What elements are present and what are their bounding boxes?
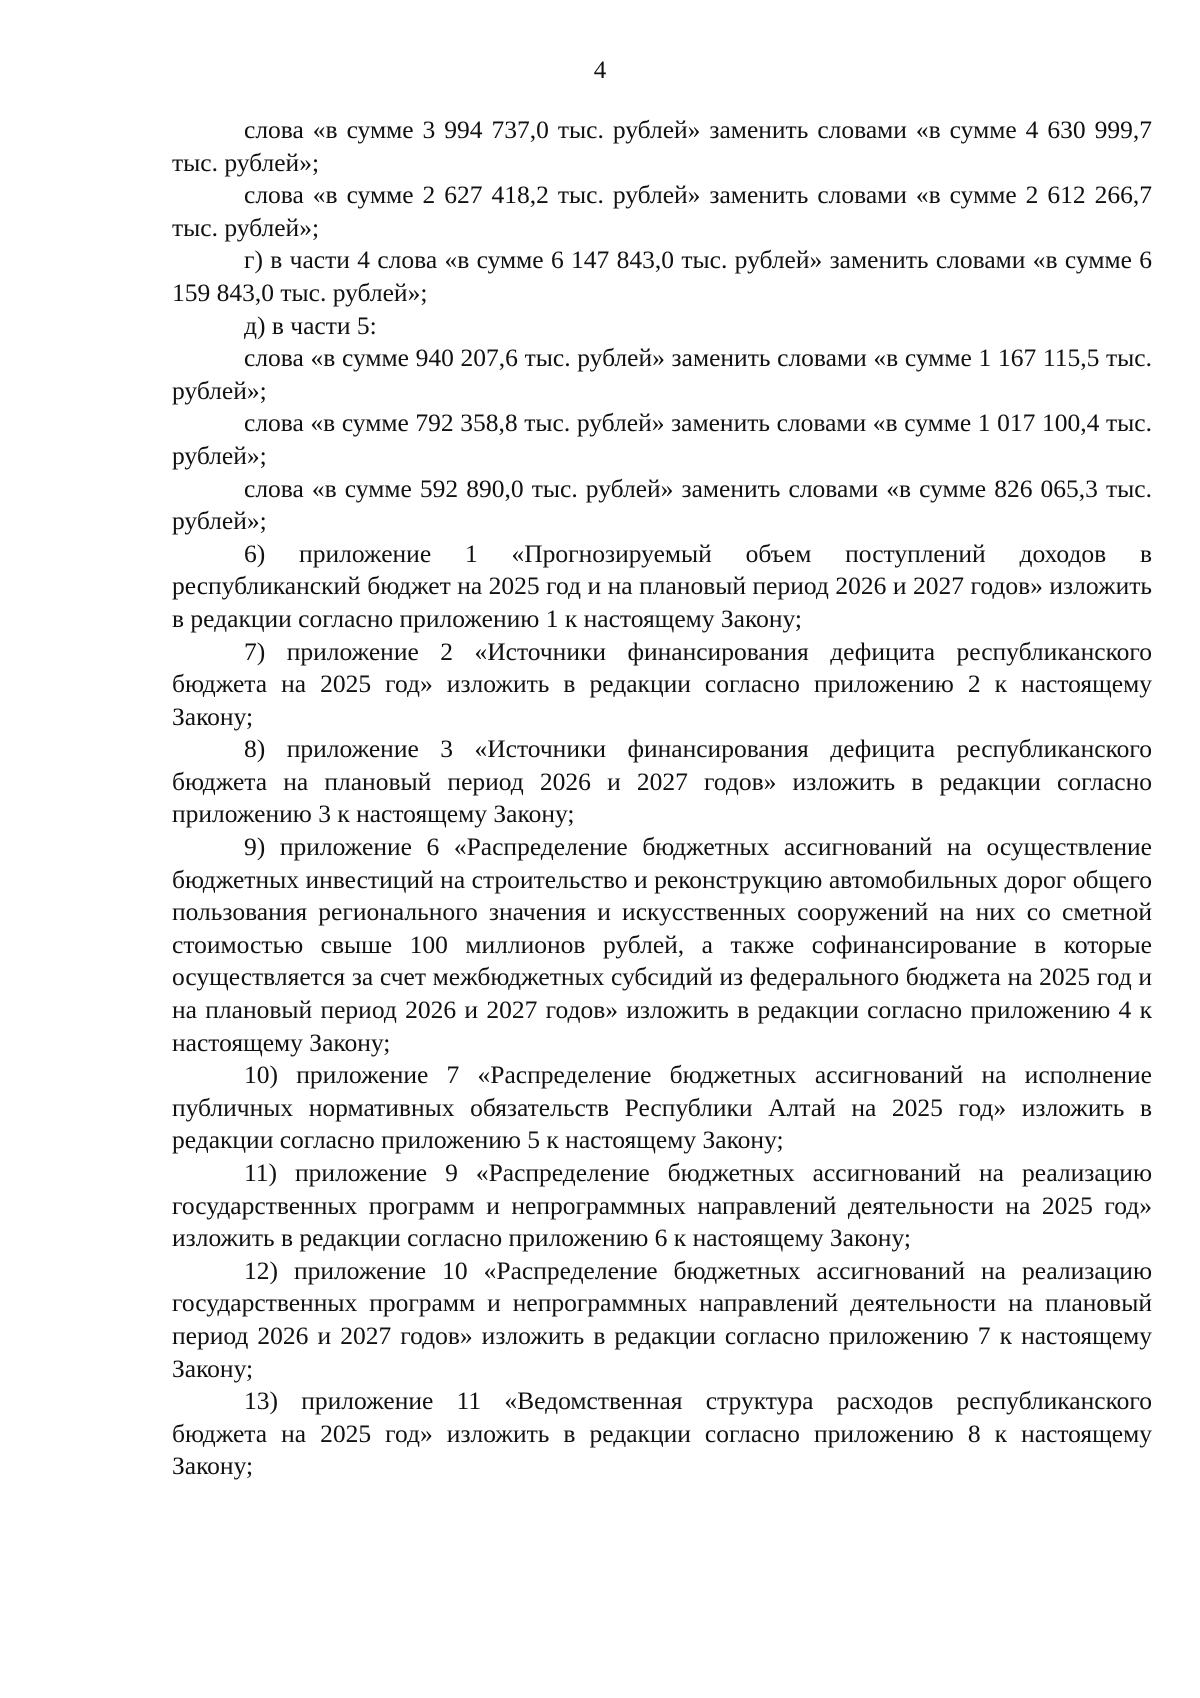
paragraph-item-10: 10) приложение 7 «Распределение бюджетных ассигнований на исполнение публичных нормативных обязательств Республики Алтай на 2025 год» изложить в редакции согласно приложению 5 к настоящему Закону; bbox=[172, 1060, 1152, 1155]
document-body bbox=[172, 114, 1152, 1483]
paragraph-item-8: 8) приложение 3 «Источники финансирования дефицита республиканского бюджета на плановый период 2026 и 2027 годов» изложить в редакции согласно приложению 3 к настоящему Закону; bbox=[172, 734, 1152, 829]
paragraph-item-9: 9) приложение 6 «Распределение бюджетных ассигнований на осуществление бюджетных инвестиций на строительство и реконструкцию автомобильных дорог общего пользования регионального значения и искусственных сооружений на них со сметной стоимостью свыше 100 миллионов рублей, а также софинансирование в которые осуществляется за счет межбюджетных субсидий из федерального бюджета на 2025 год и на плановый период 2026 и 2027 годов» изложить в редакции согласно приложению 4 к настоящему Закону; bbox=[172, 832, 1152, 1057]
paragraph-item-11: 11) приложение 9 «Распределение бюджетных ассигнований на реализацию государственных программ и непрограммных направлений деятельности на 2025 год» изложить в редакции согласно приложению 6 к настоящему Закону; bbox=[172, 1158, 1152, 1253]
paragraph-replace-sum-4: слова «в сумме 792 358,8 тыс. рублей» заменить словами «в сумме 1 017 100,4 тыс. рублей»; bbox=[172, 408, 1152, 470]
paragraph-replace-sum-3: слова «в сумме 940 207,6 тыс. рублей» заменить словами «в сумме 1 167 115,5 тыс. рублей»; bbox=[172, 343, 1152, 405]
paragraph-item-13: 13) приложение 11 «Ведомственная структура расходов республиканского бюджета на 2025 год» изложить в редакции согласно приложению 8 к настоящему Закону; bbox=[172, 1386, 1152, 1481]
paragraph-replace-sum-2: слова «в сумме 2 627 418,2 тыс. рублей» заменить словами «в сумме 2 612 266,7 тыс. рублей»; bbox=[172, 180, 1152, 242]
paragraph-item-d: д) в части 5: bbox=[244, 310, 377, 340]
page-number: 4 bbox=[593, 57, 607, 84]
paragraph-item-7: 7) приложение 2 «Источники финансирования дефицита республиканского бюджета на 2025 год» изложить в редакции согласно приложению 2 к настоящему Закону; bbox=[172, 636, 1152, 731]
paragraph-replace-sum-1: слова «в сумме 3 994 737,0 тыс. рублей» заменить словами «в сумме 4 630 999,7 тыс. рублей»; bbox=[172, 115, 1152, 177]
paragraph-replace-sum-5: слова «в сумме 592 890,0 тыс. рублей» заменить словами «в сумме 826 065,3 тыс. рублей»; bbox=[172, 473, 1152, 536]
paragraph-item-12: 12) приложение 10 «Распределение бюджетных ассигнований на реализацию государственных программ и непрограммных направлений деятельности на плановый период 2026 и 2027 годов» изложить в редакции согласно приложению 7 к настоящему Закону; bbox=[172, 1255, 1152, 1383]
paragraph-item-g: г) в части 4 слова «в сумме 6 147 843,0 тыс. рублей» заменить словами «в сумме 6 159 843,0 тыс. рублей»; bbox=[172, 245, 1152, 307]
paragraph-item-6: 6) приложение 1 «Прогнозируемый объем поступлений доходов в республиканский бюджет на 2025 год и на плановый период 2026 и 2027 годов» изложить в редакции согласно приложению 1 к настоящему Закону; bbox=[172, 538, 1152, 633]
